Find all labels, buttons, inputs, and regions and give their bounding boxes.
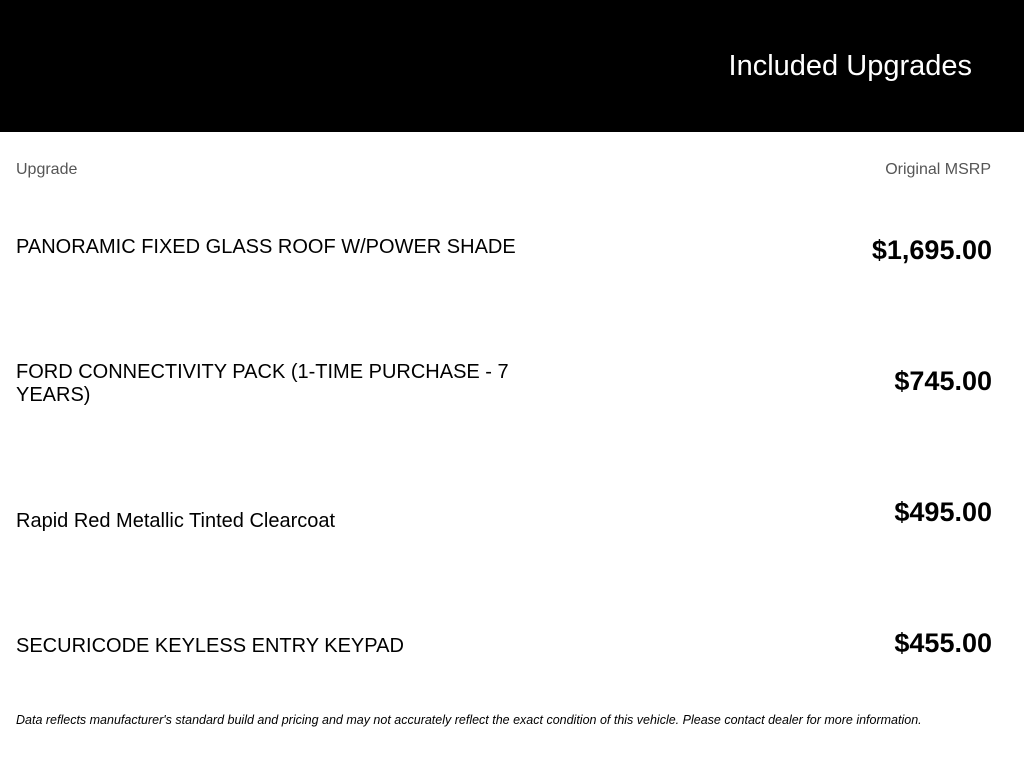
upgrade-name: SECURICODE KEYLESS ENTRY KEYPAD [16, 635, 404, 657]
upgrade-price: $1,695.00 [871, 235, 992, 265]
upgrade-name: PANORAMIC FIXED GLASS ROOF W/POWER SHADE [16, 236, 516, 258]
upgrade-name: FORD CONNECTIVITY PACK (1-TIME PURCHASE - 7 YEARS) [16, 361, 509, 406]
header-banner [0, 0, 1024, 132]
upgrade-price: $455.00 [894, 628, 992, 658]
upgrade-price: $495.00 [894, 497, 992, 527]
column-header-upgrade: Upgrade [16, 161, 78, 178]
page-title: Included Upgrades [728, 50, 972, 82]
column-header-msrp: Original MSRP [885, 161, 991, 178]
upgrade-price: $745.00 [894, 366, 992, 396]
upgrade-name: Rapid Red Metallic Tinted Clearcoat [16, 510, 336, 532]
pricing-disclaimer: Data reflects manufacturer's standard build and pricing and may not accurately reflect the exact condition of this vehicle. Please contact dealer for more information. [16, 713, 922, 727]
